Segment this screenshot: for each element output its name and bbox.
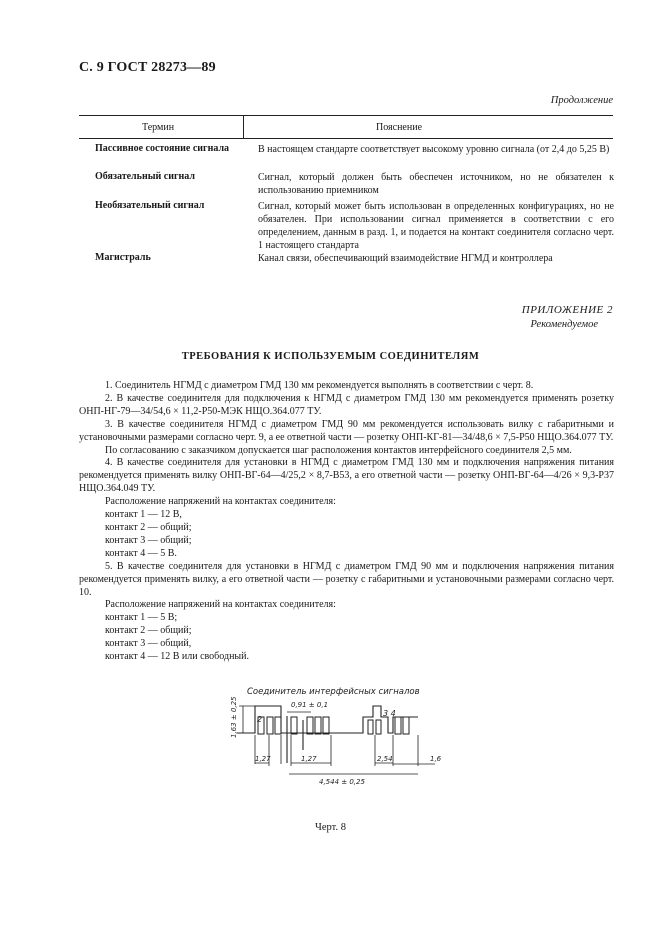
paragraph: 4. В качестве соединителя для установки в НГМД с диаметром ГМД 130 мм и подключения напряжения питания рекомендуется применять вилку ОНП-ВГ-64—4/25,2 × 8,7-В53, а его ответной части — розетку ОНП-ВГ-64—4/26 × 9,3-Р37 НЩО.364.049 ТУ.	[79, 457, 614, 495]
connector-drawing	[225, 680, 455, 798]
contact-item: контакт 3 — общий;	[105, 534, 192, 546]
contact-item: контакт 2 — общий;	[105, 625, 192, 637]
table-term: Магистраль	[95, 252, 151, 263]
dimension-label: 1,6	[430, 755, 442, 763]
appendix-label: ПРИЛОЖЕНИЕ 2	[521, 304, 613, 316]
table-explanation: Канал связи, обеспечивающий взаимодействие НГМД и контроллера	[258, 253, 553, 264]
paragraph: 2. В качестве соединителя для подключения к НГМД с диаметром ГМД 130 мм рекомендуется применять розетку ОНП-НГ-79—34/54,6 × 11,2-Р50-МЭК НЩО.364.077 ТУ.	[79, 392, 614, 417]
contact-item: контакт 3 — общий,	[105, 638, 192, 650]
table-header-explanation: Пояснение	[376, 122, 423, 133]
table-header-term: Термин	[142, 122, 175, 133]
contact-item: контакт 2 — общий;	[105, 521, 192, 533]
contact-list-head: Расположение напряжений на контактах соединителя:	[105, 599, 336, 611]
section-title: ТРЕБОВАНИЯ К ИСПОЛЬЗУЕМЫМ СОЕДИНИТЕЛЯМ	[181, 351, 480, 362]
paragraph: 5. В качестве соединителя для установки в НГМД с диаметром ГМД 90 мм и подключения напряжения питания рекомендуется применять вилку, а его ответной части — розетку с габаритными и установочными размерами согласно черт. 10.	[79, 560, 614, 598]
table-term: Необязательный сигнал	[95, 200, 205, 211]
pin-label-2: 2	[257, 715, 263, 724]
table-term: Обязательный сигнал	[95, 171, 195, 182]
appendix-status: Рекомендуемое	[530, 319, 598, 330]
paragraph: 3. В качестве соединителя НГМД с диаметром ГМД 90 мм рекомендуется использовать вилку с габаритными и установочными размерами согласно черт. 9, а ее ответной части — розетку ОНП-КГ-81—34/48,6 × 7,5-Р50 НЩО.364.077 ТУ.	[79, 418, 614, 443]
contact-item: контакт 4 — 5 В.	[105, 547, 177, 559]
dimension-lines	[239, 706, 435, 774]
dimension-label: 1,27	[255, 755, 271, 763]
dimension-label: 1,63 ± 0,25	[230, 696, 238, 738]
contact-item: контакт 1 — 12 В,	[105, 509, 182, 521]
dimension-label: 2,54	[377, 755, 393, 763]
table-header-rule	[79, 138, 613, 139]
figure-caption: Черт. 8	[315, 822, 346, 833]
contact-item: контакт 1 — 5 В;	[105, 612, 178, 624]
contact-list-head: Расположение напряжений на контактах соединителя:	[105, 496, 336, 508]
paragraph: 1. Соединитель НГМД с диаметром ГМД 130 мм рекомендуется выполнять в соответствии с черт. 8.	[105, 380, 534, 391]
table-explanation: Сигнал, который может быть использован в определенных конфигурациях, но не обязателен. При использовании сигнал применяется в соответствии с его определением, данным в разд. 1, и подается на контакт соединителя согласно черт. 1 настоящего стандарта	[258, 201, 614, 251]
contact-slots	[258, 717, 409, 734]
contact-item: контакт 4 — 12 В или свободный.	[105, 651, 249, 663]
body-text	[79, 380, 614, 664]
dimension-label: 4,544 ± 0,25	[319, 778, 365, 786]
pin-label-3-4: 3 4	[383, 709, 396, 718]
dimension-label: 1,27	[301, 755, 317, 763]
table-top-rule	[79, 115, 613, 116]
table-explanation: В настоящем стандарте соответствует высокому уровню сигнала (от 2,4 до 5,25 В)	[258, 144, 610, 155]
table-column-divider	[243, 116, 244, 138]
page-header: С. 9 ГОСТ 28273—89	[79, 60, 216, 75]
table-term: Пассивное состояние сигнала	[95, 143, 230, 154]
dimension-label: 0,91 ± 0,1	[291, 701, 329, 709]
drawing-title: Соединитель интерфейсных сигналов	[247, 687, 420, 697]
paragraph: По согласованию с заказчиком допускается шаг расположения контактов интерфейсного соединителя 2,5 мм.	[105, 444, 572, 456]
table-explanation: Сигнал, который должен быть обеспечен источником, но не обязателен к использованию приемником	[258, 172, 614, 196]
continuation-label: Продолжение	[550, 95, 613, 106]
